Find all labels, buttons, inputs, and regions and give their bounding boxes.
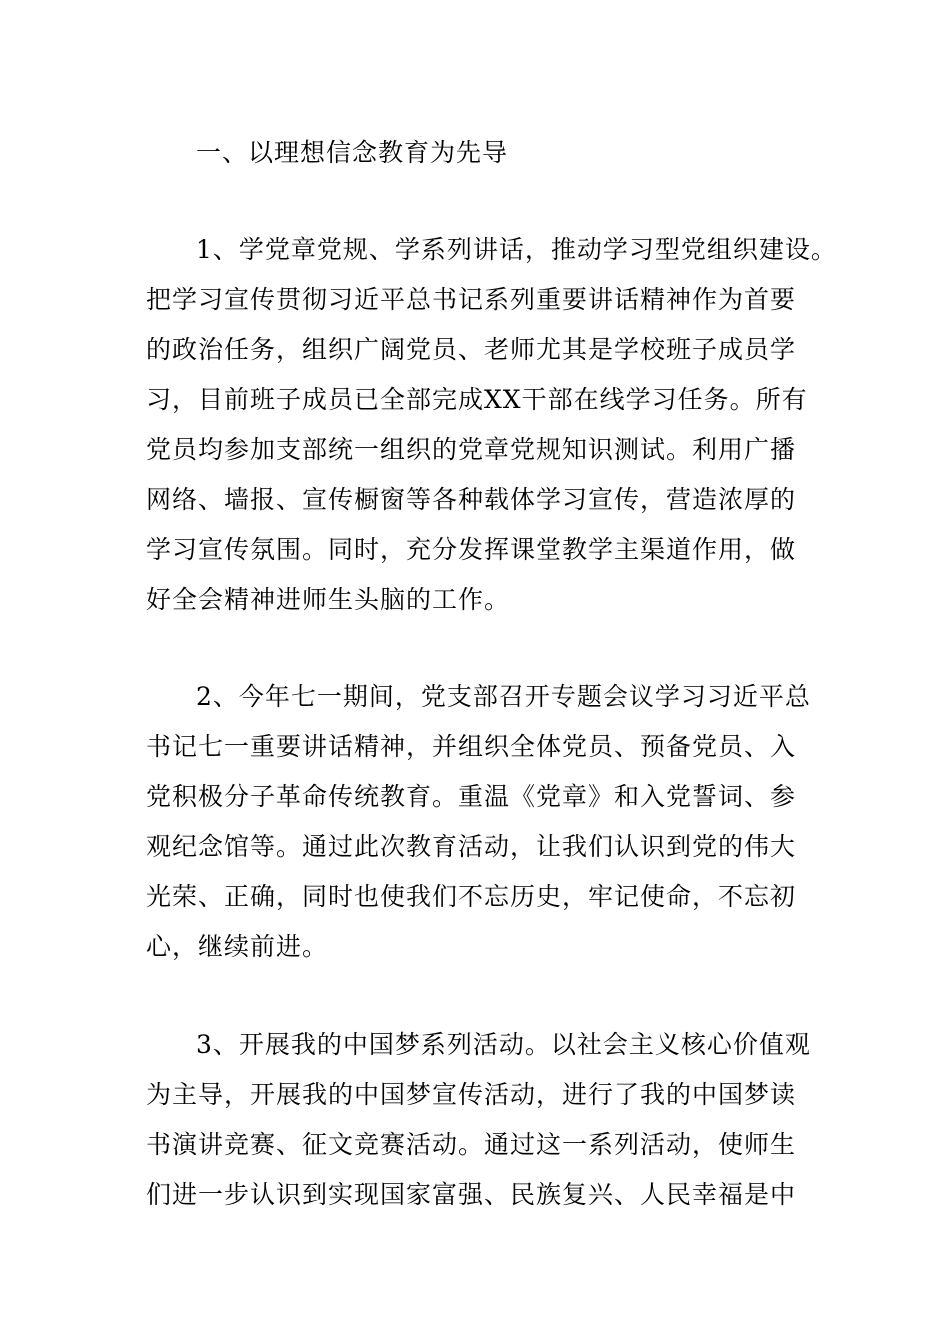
section-heading: 一、以理想信念教育为先导 [196, 138, 509, 167]
paragraph-3-line-4: 们进一步认识到实现国家富强、民族复兴、人民幸福是中 [146, 1180, 797, 1209]
paragraph-1-line-2: 把学习宣传贯彻习近平总书记系列重要讲话精神作为首要 [146, 285, 797, 314]
paragraph-3-line-1: 3、开展我的中国梦系列活动。以社会主义核心价值观 [196, 1030, 811, 1059]
paragraph-1-line-7: 学习宣传氛围。同时，充分发挥课堂教学主渠道作用，做 [146, 535, 797, 564]
paragraph-3-line-2: 为主导，开展我的中国梦宣传活动，进行了我的中国梦读 [146, 1080, 797, 1109]
paragraph-1-line-5: 党员均参加支部统一组织的党章党规知识测试。利用广播 [146, 435, 797, 464]
paragraph-2-line-4: 观纪念馆等。通过此次教育活动，让我们认识到党的伟大 [146, 832, 797, 861]
paragraph-2-line-3: 党积极分子革命传统教育。重温《党章》和入党誓词、参 [146, 782, 797, 811]
paragraph-3-line-3: 书演讲竞赛、征文竞赛活动。通过这一系列活动，使师生 [146, 1130, 797, 1159]
paragraph-1-line-6: 网络、墙报、宣传橱窗等各种载体学习宣传，营造浓厚的 [146, 485, 797, 514]
paragraph-1-line-3: 的政治任务，组织广阔党员、老师尤其是学校班子成员学 [146, 335, 797, 364]
paragraph-2-line-5: 光荣、正确，同时也使我们不忘历史，牢记使命，不忘初 [146, 882, 797, 911]
paragraph-2-line-2: 书记七一重要讲话精神，并组织全体党员、预备党员、入 [146, 732, 797, 761]
paragraph-1-line-4: 习，目前班子成员已全部完成XX干部在线学习任务。所有 [146, 385, 808, 414]
paragraph-1-line-1: 1、学党章党规、学系列讲话，推动学习型党组织建设。 [196, 235, 837, 264]
paragraph-1-line-8: 好全会精神进师生头脑的工作。 [146, 585, 511, 614]
paragraph-2-line-1: 2、今年七一期间，党支部召开专题会议学习习近平总 [196, 682, 811, 711]
paragraph-2-line-6: 心，继续前进。 [146, 932, 329, 961]
